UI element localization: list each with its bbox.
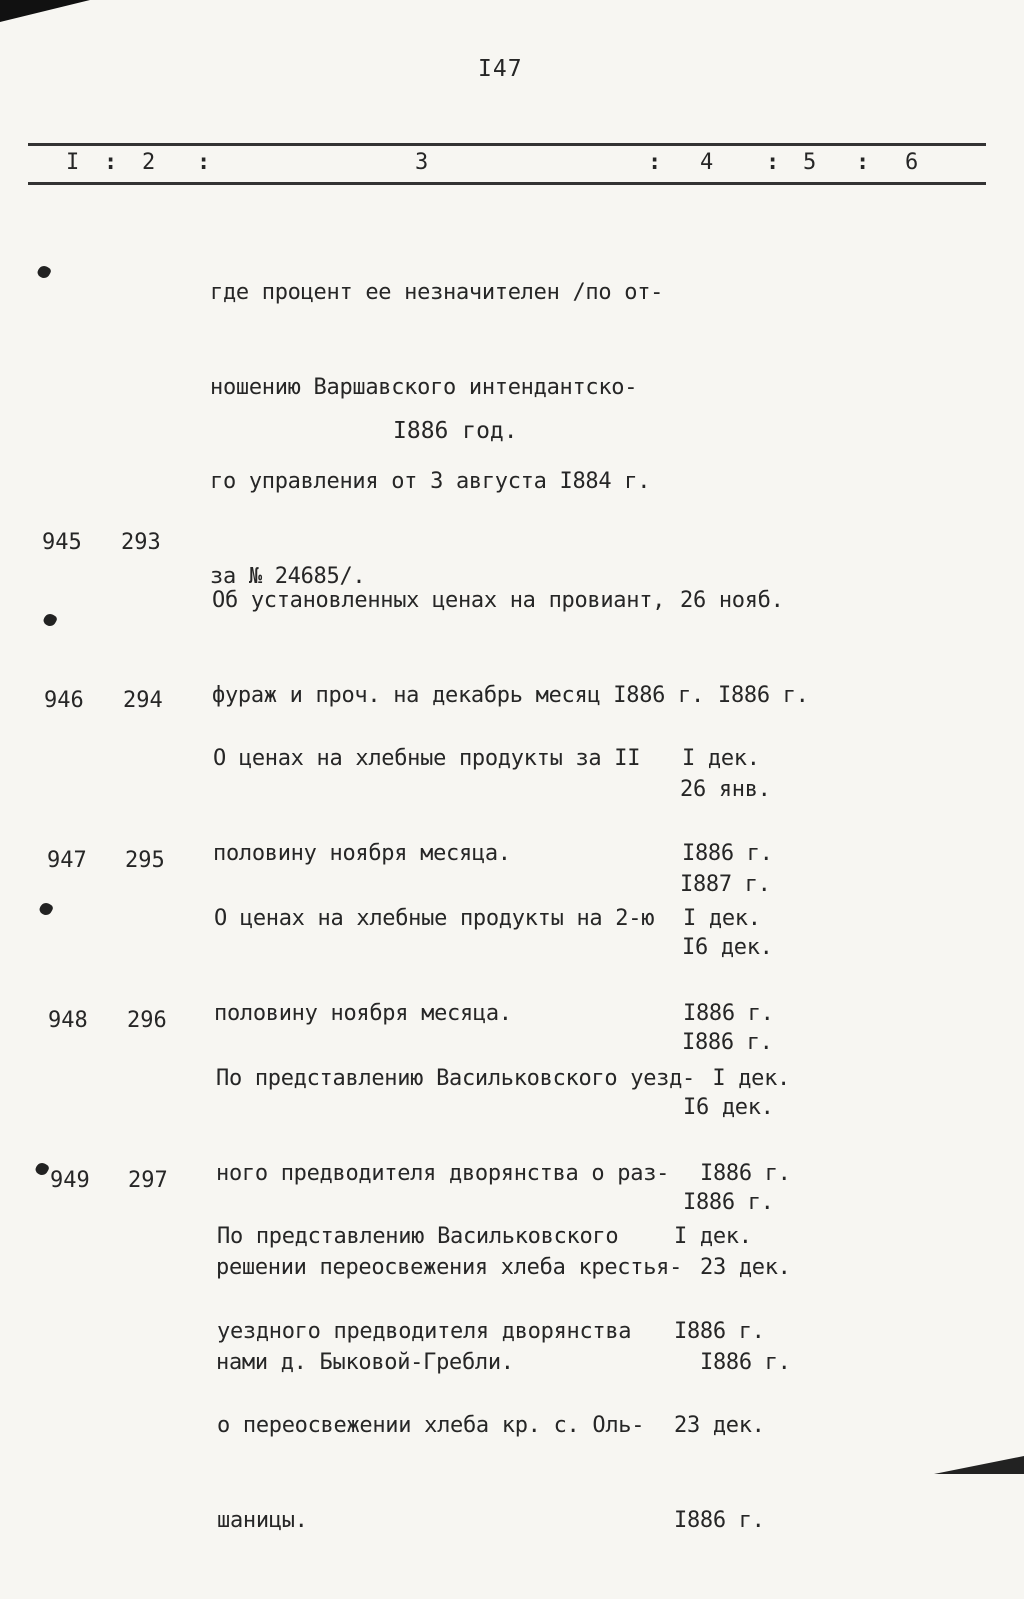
text-line: ного предводителя дворянства о раз- <box>216 1160 670 1186</box>
text-line: за № 24685/. <box>210 563 366 589</box>
entry-number: 949 <box>50 1168 90 1193</box>
text-line: Об установленных ценах на провиант, <box>212 588 666 613</box>
punch-mark <box>34 1161 50 1177</box>
date-line: I дек. <box>682 746 760 771</box>
date-line: 26 нояб. <box>680 588 784 613</box>
column-separator: : <box>197 150 211 175</box>
date-line: 23 дек. <box>674 1413 765 1438</box>
date-line: I886 г. <box>674 1318 765 1344</box>
text-line: ношению Варшавского интендантско- <box>210 374 638 400</box>
entry-dates <box>674 1158 765 1599</box>
sheet-number: 294 <box>123 688 163 713</box>
sheet-number: 293 <box>121 530 161 555</box>
entry-number: 946 <box>44 688 84 713</box>
text-line: уездного предводителя дворянства <box>217 1318 632 1344</box>
sheet-number: 297 <box>128 1168 168 1193</box>
column-separator: : <box>648 150 662 175</box>
column-header-2: 2 <box>142 150 156 175</box>
column-separator: : <box>856 150 870 175</box>
column-header-6: 6 <box>905 150 919 175</box>
text-line: О ценах на хлебные продукты за II <box>213 746 641 771</box>
punch-mark <box>42 612 58 628</box>
date-line: I886 г. <box>700 1349 791 1375</box>
text-line: о переосвежении хлеба кр. с. Оль- <box>217 1413 645 1438</box>
year-heading: I886 год. <box>393 418 518 444</box>
text-line: нами д. Быковой-Гребли. <box>216 1349 514 1375</box>
page-number: I47 <box>478 56 523 82</box>
entry-number: 945 <box>42 530 82 555</box>
table-header-top-rule <box>28 143 986 146</box>
entry-description <box>217 1158 644 1599</box>
date-line: I886 г. <box>682 1029 773 1055</box>
text-line: О ценах на хлебные продукты на 2-ю <box>214 906 655 931</box>
entry-number: 947 <box>47 848 87 873</box>
punch-mark <box>38 901 54 917</box>
date-line: I887 г. <box>680 871 771 897</box>
text-line: где процент ее незначителен /по от- <box>210 280 664 305</box>
table-header-bottom-rule <box>28 182 986 185</box>
text-line: фураж и проч. на декабрь месяц I886 г. <box>212 682 704 708</box>
column-separator: : <box>104 150 118 175</box>
column-header-5: 5 <box>803 150 817 175</box>
date-line: I дек. <box>674 1224 752 1249</box>
text-line: го управления от 3 августа I884 г. <box>210 469 651 494</box>
date-line: 26 янв. <box>680 777 771 802</box>
scan-corner-shadow <box>0 0 90 22</box>
scan-corner-shadow-bottom <box>934 1456 1024 1474</box>
date-line: I6 дек. <box>683 1095 774 1120</box>
date-line: I дек. <box>712 1066 790 1091</box>
date-line: I дек. <box>683 906 761 931</box>
sheet-number: 295 <box>125 848 165 873</box>
date-line: I886 г. <box>683 1189 774 1215</box>
text-line: половину ноября месяца. <box>214 1000 512 1026</box>
date-line: 23 дек. <box>700 1255 791 1280</box>
date-line: I886 г. <box>674 1507 765 1533</box>
text-line: По представлению Васильковского уезд- <box>216 1066 695 1091</box>
date-line: I886 г. <box>718 682 809 708</box>
date-line: I6 дек. <box>682 935 773 960</box>
column-header-4: 4 <box>700 150 714 175</box>
punch-mark <box>36 264 52 280</box>
text-line: решении переосвежения хлеба крестья- <box>216 1255 683 1280</box>
text-line: шаницы. <box>217 1507 308 1533</box>
column-header-3: 3 <box>415 150 429 175</box>
date-line: I886 г. <box>683 1000 774 1026</box>
text-line: По представлению Васильковского <box>217 1224 619 1249</box>
column-header-1: I <box>66 150 80 175</box>
date-line: I886 г. <box>700 1160 791 1186</box>
entry-number: 948 <box>48 1008 88 1033</box>
column-separator: : <box>766 150 780 175</box>
date-line: I886 г. <box>682 840 773 866</box>
text-line: половину ноября месяца. <box>213 840 511 866</box>
sheet-number: 296 <box>127 1008 167 1033</box>
